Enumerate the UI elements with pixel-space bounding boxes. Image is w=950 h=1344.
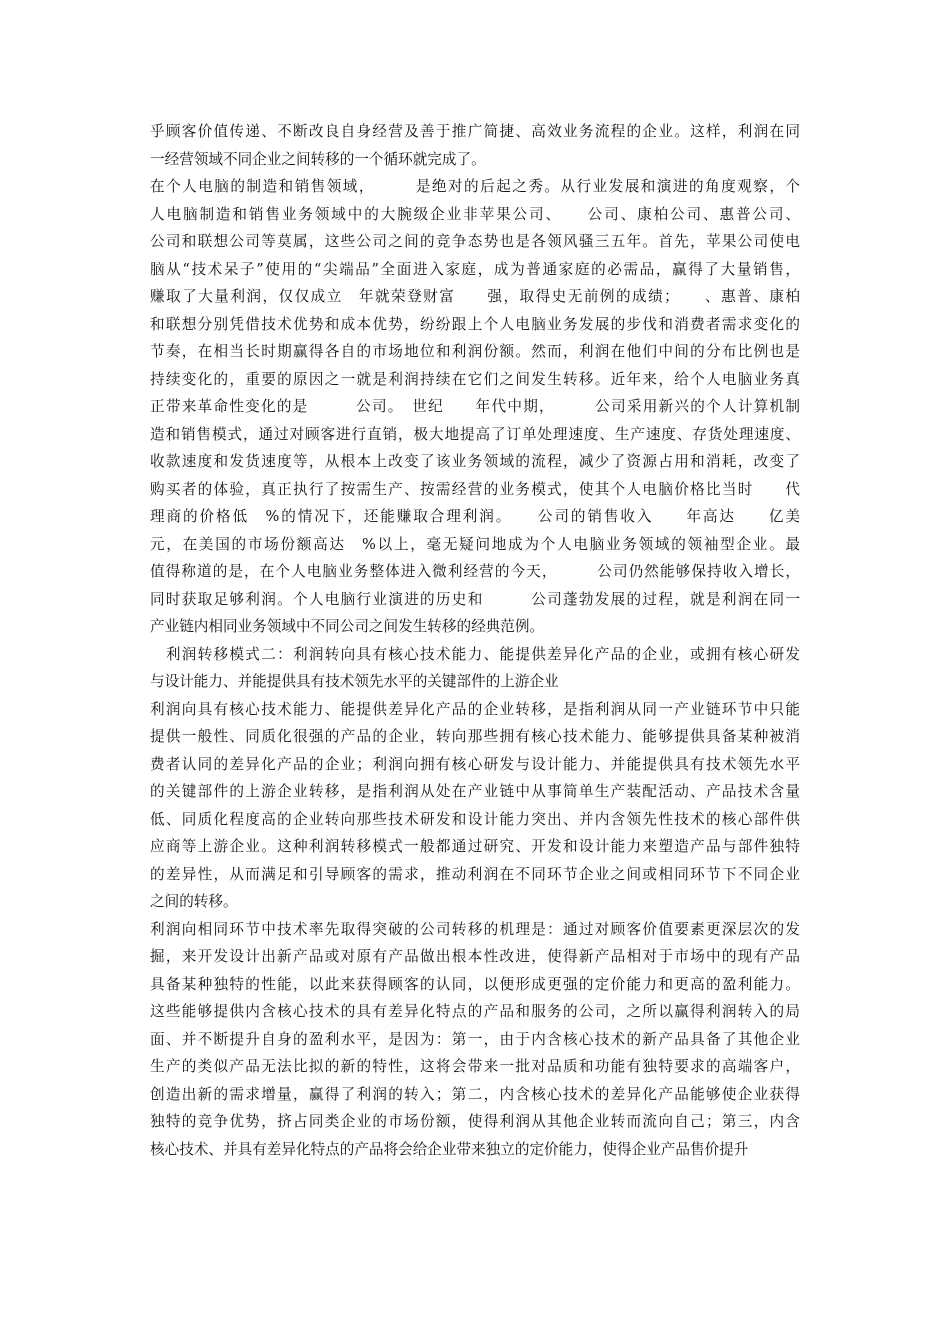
text-line: 提供一般性、同质化很强的产品的企业，转向那些拥有核心技术能力、能够提供具备某种被消 <box>150 728 800 745</box>
text-line: 在个人电脑的制造和销售领域， 是绝对的后起之秀。从行业发展和演进的角度观察，个 <box>150 178 800 195</box>
text-line: 具备某种独特的性能，以此来获得顾客的认同，以便形成更强的定价能力和更高的盈利能力。 <box>150 975 800 993</box>
text-line: 应商等上游企业。这种利润转移模式一般都通过研究、开发和设计能力来塑造产品与部件独特 <box>150 838 800 855</box>
text-line: 的关键部件的上游企业转移，是指利润从处在产业链中从事简单生产装配活动、产品技术含量 <box>150 783 800 800</box>
text-line: 核心技术、并具有差异化特点的产品将会给企业带来独立的定价能力，使得企业产品售价提升 <box>150 1140 749 1158</box>
text-line: 持续变化的，重要的原因之一就是利润持续在它们之间发生转移。近年来，给个人电脑业务真 <box>150 370 800 388</box>
text-line: 利润向相同环节中技术率先取得突破的公司转移的机理是：通过对顾客价值要素更深层次的发 <box>150 920 800 938</box>
paragraph <box>150 173 800 641</box>
text-line: 低、同质化程度高的企业转向那些技术研发和设计能力突出、并内含领先性技术的核心部件供 <box>150 810 800 828</box>
text-line: 这些能够提供内含核心技术的具有差异化特点的产品和服务的公司，之所以赢得利润转入的局 <box>150 1003 800 1020</box>
text-line: 赚取了大量利润，仅仅成立 年就荣登财富 强，取得史无前例的成绩； 、惠普、康柏 <box>150 288 800 305</box>
text-line: 费者认同的差异化产品的企业；利润向拥有核心研发与设计能力、并能提供具有技术领先水平 <box>150 755 800 773</box>
text-line: 购买者的体验，真正执行了按需生产、按需经营的业务模式，使其个人电脑价格比当时 代 <box>150 480 800 498</box>
document-page <box>150 118 800 1163</box>
text-line: 掘，来开发设计出新产品或对原有产品做出根本性改进，使得新产品相对于市场中的现有产品 <box>150 948 800 965</box>
text-line: 公司和联想公司等莫属，这些公司之间的竞争态势也是各领风骚三五年。首先，苹果公司使电 <box>150 233 800 250</box>
text-line: 一经营领域不同企业之间转移的一个循环就完成了。 <box>150 150 486 168</box>
text-line: 理商的价格低 %的情况下，还能赚取合理利润。 公司的销售收入 年高达 亿美 <box>150 508 800 525</box>
paragraph <box>150 118 800 173</box>
text-line: 节奏，在相当长时期赢得各自的市场地位和利润份额。然而，利润在他们中间的分布比例也是 <box>150 343 800 360</box>
text-line: 产业链内相同业务领域中不同公司之间发生转移的经典范例。 <box>150 618 545 635</box>
text-line: 面、并不断提升自身的盈利水平，是因为：第一，由于内含核心技术的新产品具备了其他企业 <box>150 1030 800 1048</box>
paragraph <box>150 916 800 1164</box>
text-line: 人电脑制造和销售业务领域中的大腕级企业非苹果公司、 公司、康柏公司、惠普公司、 <box>150 205 800 223</box>
text-line: 和联想分别凭借技术优势和成本优势，纷纷跟上个人电脑业务发展的步伐和消费者需求变化的 <box>150 315 800 333</box>
text-line: 利润转移模式二：利润转向具有核心技术能力、能提供差异化产品的企业，或拥有核心研发 <box>150 645 800 663</box>
text-line: 脑从“技术呆子”使用的“尖端品”全面进入家庭，成为普通家庭的必需品，赢得了大量销售， <box>150 260 800 278</box>
text-line: 值得称道的是，在个人电脑业务整体进入微利经营的今天， 公司仍然能够保持收入增长， <box>150 563 800 580</box>
text-line: 乎顾客价值传递、不断改良自身经营及善于推广简捷、高效业务流程的企业。这样，利润在同 <box>150 123 800 140</box>
text-line: 元，在美国的市场份额高达 %以上，毫无疑问地成为个人电脑业务领域的领袖型企业。最 <box>150 535 800 553</box>
text-line: 正带来革命性变化的是 公司。 世纪 年代中期， 公司采用新兴的个人计算机制 <box>150 398 800 415</box>
paragraph <box>150 696 800 916</box>
text-line: 创造出新的需求增量，赢得了利润的转入；第二，内含核心技术的差异化产品能够使企业获得 <box>150 1085 800 1103</box>
text-line: 与设计能力、并能提供具有技术领先水平的关键部件的上游企业 <box>150 673 559 690</box>
paragraph <box>150 641 800 696</box>
text-line: 收款速度和发货速度等，从根本上改变了该业务领域的流程，减少了资源占用和消耗，改变了 <box>150 453 800 470</box>
text-line: 独特的竞争优势，挤占同类企业的市场份额，使得利润从其他企业转而流向自己；第三，内含 <box>150 1113 800 1130</box>
text-line: 的差异性，从而满足和引导顾客的需求，推动利润在不同环节企业之间或相同环节下不同企业 <box>150 865 800 883</box>
text-line: 生产的类似产品无法比拟的新的特性，这将会带来一批对品质和功能有独特要求的高端客户， <box>150 1058 800 1075</box>
text-line: 同时获取足够利润。个人电脑行业演进的历史和 公司蓬勃发展的过程，就是利润在同一 <box>150 590 800 608</box>
text-line: 之间的转移。 <box>150 893 238 910</box>
text-line: 造和销售模式，通过对顾客进行直销，极大地提高了订单处理速度、生产速度、存货处理速度、 <box>150 425 800 443</box>
text-line: 利润向具有核心技术能力、能提供差异化产品的企业转移，是指利润从同一产业链环节中只能 <box>150 700 800 718</box>
